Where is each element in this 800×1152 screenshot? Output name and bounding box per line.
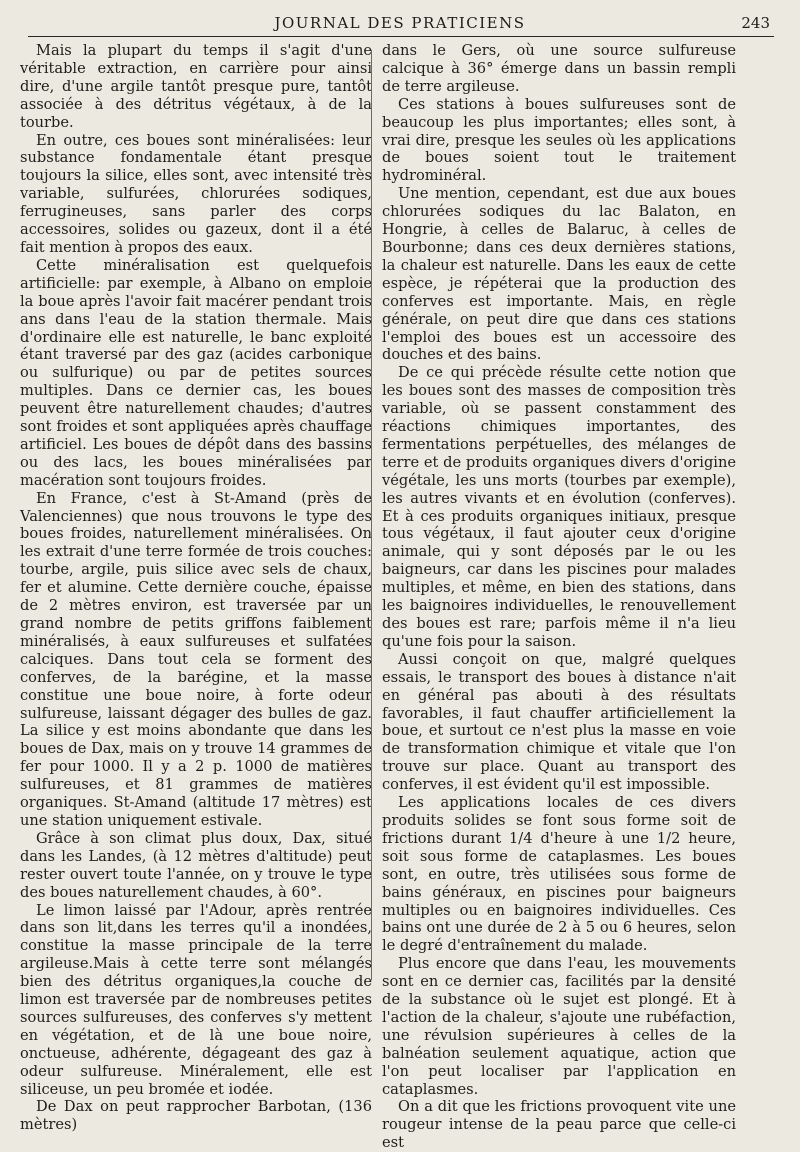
paragraph: Cette minéralisation est quelquefois artificielle: par exemple, à Albano on emploie la boue après l'avoir fait macérer pendant trois ans dans l'eau de la station thermale. Mais d'ordinaire elle est naturelle, le banc exploité étant traversé par des gaz (acides carbonique ou sulfurique) ou par de petites sources multiples. Dans ce dernier cas, les boues peuvent être naturellement chaudes; d'autres sont froides et sont appliquées après chauffage artificiel. Les boues de dépôt dans des bassins ou des lacs, les boues minéralisées par macération sont toujours froides. [20,256,372,489]
paragraph: De ce qui précède résulte cette notion que les boues sont des masses de composition très variable, où se passent constamment des réactions chimiques importantes, des fermentations perpétuelles, des mélanges de terre et de produits organiques divers d'origine végétale, les uns morts (tourbes par exemple), les autres vivants et en évolution (conferves). Et à ces produits organiques initiaux, presque tous végétaux, il faut ajouter ceux d'origine animale, qui y sont déposés par le ou les baigneurs, car dans les piscines pour malades multiples, et même, en bien des stations, dans les baignoires individuelles, le renouvellement des boues est rare; parfois même il n'a lieu qu'une fois pour la saison. [382,364,736,650]
paragraph: En outre, ces boues sont minéralisées: leur substance fondamentale étant presque toujours la silice, elles sont, avec intensité très variable, sulfurées, chlorurées sodiques, ferrugineuses, sans parler des corps accessoires, solides ou gazeux, dont il a été fait mention à propos des eaux. [20,131,372,256]
paragraph: En France, c'est à St-Amand (près de Valenciennes) que nous trouvons le type des boues froides, naturellement minéralisées. On les extrait d'une terre formée de trois couches: tourbe, argile, puis silice avec sels de chaux, fer et alumine. Cette dernière couche, épaisse de 2 mètres environ, est traversée par un grand nombre de petits griffons faiblement minéralisés, à eaux sulfureuses et sulfatées calciques. Dans tout cela se forment des conferves, de la barégine, et la masse constitue une boue noire, à forte odeur sulfureuse, laissant dégager des bulles de gaz. La silice y est moins abondante que dans les boues de Dax, mais on y trouve 14 grammes de fer pour 1000. Il y a 2 p. 1000 de matières sulfureuses, et 81 grammes de matières organiques. St-Amand (altitude 17 mètres) est une station uniquement estivale. [20,489,372,829]
page-number: 243 [741,14,770,32]
paragraph: Les applications locales de ces divers produits solides se font sous forme soit de frictions durant 1/4 d'heure à une 1/2 heure, soit sous forme de cataplasmes. Les boues sont, en outre, très utilisées sous forme de bains généraux, en piscines pour baigneurs multiples ou en baignoires individuelles. Ces bains ont une durée de 2 à 5 ou 6 heures, selon le degré d'entraînement du malade. [382,794,736,955]
journal-title: JOURNAL DES PRATICIENS [274,14,526,32]
paragraph: Aussi conçoit on que, malgré quelques essais, le transport des boues à distance n'ait en général pas abouti à des résultats favorables, il faut chauffer artificiellement la boue, et surtout ce n'est plus la masse en voie de transformation chimique et vitale que l'on trouve sur place. Quant au transport des conferves, il est évident qu'il est impossible. [382,650,736,794]
column-divider [371,50,372,980]
left-column [20,42,372,1134]
paragraph: Ces stations à boues sulfureuses sont de beaucoup les plus importantes; elles sont, à vrai dire, presque les seules où les applications de boues soient tout le traitement hydrominéral. [382,95,736,185]
paragraph: De Dax on peut rapprocher Barbotan, (136 mètres) [20,1098,372,1134]
right-column [382,42,736,1152]
paragraph: Le limon laissé par l'Adour, après rentrée dans son lit,dans les terres qu'il a inondées, constitue la masse principale de la terre argileuse.Mais à cette terre sont mélangés bien des détritus organiques,la couche de limon est traversée par de nombreuses petites sources sulfureuses, des conferves s'y mettent en végétation, et de là une boue noire, onctueuse, adhérente, dégageant des gaz à odeur sulfureuse. Minéralement, elle est siliceuse, un peu bromée et iodée. [20,901,372,1098]
paragraph: Plus encore que dans l'eau, les mouvements sont en ce dernier cas, facilités par la densité de la substance où le sujet est plongé. Et à l'action de la chaleur, s'ajoute une rubéfaction, une révulsion supérieures à celles de la balnéation seulement aquatique, action que l'on peut localiser par l'application en cataplasmes. [382,955,736,1098]
paragraph: On a dit que les frictions provoquent vite une rougeur intense de la peau parce que celle-ci est [382,1098,736,1152]
paragraph-continued: dans le Gers, où une source sulfureuse calcique à 36° émerge dans un bassin rempli de terre argileuse. [382,42,736,95]
paragraph: Une mention, cependant, est due aux boues chlorurées sodiques du lac Balaton, en Hongrie, à celles de Balaruc, à celles de Bourbonne; dans ces deux dernières stations, la chaleur est naturelle. Dans les eaux de cette espèce, je répéterai que la production des conferves est importante. Mais, en règle générale, on peut dire que dans ces stations l'emploi des boues est un accessoire des douches et des bains. [382,185,736,364]
header-rule [28,36,774,37]
running-header [30,8,770,32]
paragraph: Grâce à son climat plus doux, Dax, situé dans les Landes, (à 12 mètres d'altitude) peut rester ouvert toute l'année, on y trouve le type des boues naturellement chaudes, à 60°. [20,829,372,901]
paragraph: Mais la plupart du temps il s'agit d'une véritable extraction, en carrière pour ainsi dire, d'une argile tantôt presque pure, tantôt associée à des détritus végétaux, à de la tourbe. [20,42,372,131]
